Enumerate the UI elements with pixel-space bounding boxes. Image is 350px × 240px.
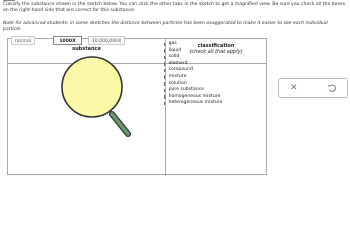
option-label: pure substance xyxy=(168,87,204,93)
checkbox[interactable] xyxy=(164,43,167,47)
option-label: solution xyxy=(168,80,187,86)
option-label: gas xyxy=(168,41,177,46)
top-divider xyxy=(3,0,15,1)
option-label: heterogeneous mixture xyxy=(168,100,223,106)
checkbox[interactable] xyxy=(164,69,167,73)
option-mixture[interactable] xyxy=(164,74,256,81)
tab-normal[interactable]: normal xyxy=(11,36,35,45)
classification-title: classification xyxy=(197,43,235,49)
checkbox[interactable] xyxy=(164,62,167,66)
undo-icon[interactable] xyxy=(327,83,337,93)
checkbox[interactable] xyxy=(164,75,167,79)
checkbox[interactable] xyxy=(164,89,167,93)
option-gas[interactable] xyxy=(164,41,256,48)
magnifying-glass-icon xyxy=(60,50,132,140)
checkbox[interactable] xyxy=(164,56,167,60)
tab-10000000x[interactable]: 10,000,000X xyxy=(88,36,125,45)
classification-options xyxy=(164,41,256,107)
checkbox[interactable] xyxy=(164,82,167,86)
option-label: mixture xyxy=(168,73,187,79)
option-label: liquid xyxy=(168,47,182,53)
checkbox[interactable] xyxy=(164,95,167,99)
option-label: compound xyxy=(168,67,193,73)
option-heterogeneous-mixture[interactable] xyxy=(164,100,256,107)
classification-subtitle: (check all that apply) xyxy=(189,49,243,55)
option-label: homogeneous mixture xyxy=(168,93,221,99)
option-solid[interactable] xyxy=(164,54,256,61)
magnifier-view xyxy=(60,50,132,140)
checkbox[interactable] xyxy=(164,49,167,53)
instructions-text: Classify the substance shown in the sketch below. You can click the other tabs in the sketch to get a magnified view. Be sure you check all the boxes on the right-hand side that are correct for this substance. xyxy=(3,2,346,14)
substance-header: substance xyxy=(72,46,101,52)
checkbox[interactable] xyxy=(164,102,167,106)
option-compound[interactable] xyxy=(164,67,256,74)
answer-tools-panel xyxy=(278,78,348,98)
close-icon[interactable]: ✕ xyxy=(290,83,298,93)
option-pure-substance[interactable] xyxy=(164,87,256,94)
option-label: element xyxy=(168,60,188,66)
tab-1000x[interactable]: 1000X xyxy=(53,36,82,45)
option-label: solid xyxy=(168,54,180,60)
advanced-note: Note for advanced students: in some sketches the distance between particles has been exaggerated to make it easier to see each individual particle. xyxy=(3,21,328,32)
